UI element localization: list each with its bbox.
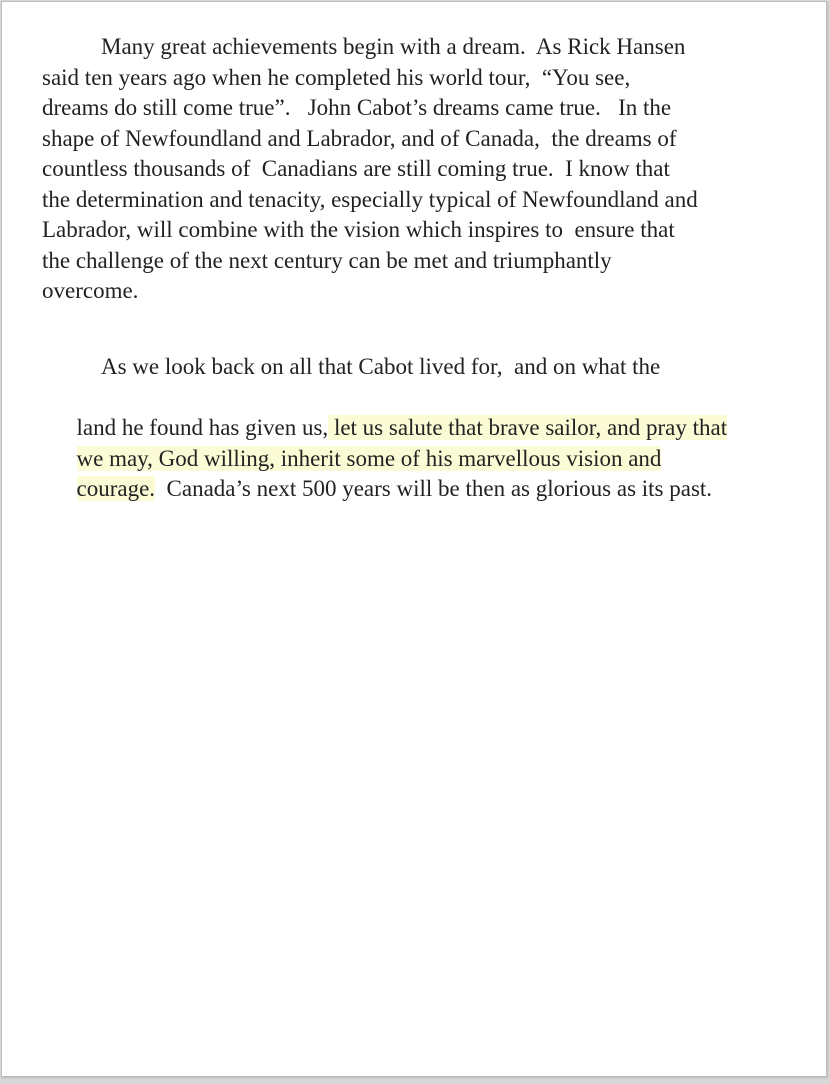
paragraph-1 xyxy=(42,32,802,307)
text-line: Many great achievements begin with a dream. As Rick Hansen xyxy=(101,34,686,59)
highlighted-text: we may, God willing, inherit some of his marvellous vision and xyxy=(76,445,662,471)
highlighted-text: courage. xyxy=(76,476,156,501)
text-line: Labrador, will combine with the vision which inspires to ensure that xyxy=(42,217,675,242)
highlighted-text: let us salute that brave sailor, and pray that xyxy=(328,415,728,440)
text-line: overcome. xyxy=(42,278,139,303)
text-line: As we look back on all that Cabot lived for, and on what the xyxy=(101,354,661,379)
text-line xyxy=(42,383,802,440)
text-line: the challenge of the next century can be met and triumphantly xyxy=(42,247,612,273)
text-segment: Canada’s next 500 years will be then as glorious as its past. xyxy=(155,476,713,501)
document-page xyxy=(1,1,827,1077)
text-line: dreams do still come true”. John Cabot’s dreams came true. In the xyxy=(42,95,672,120)
text-line: said ten years ago when he completed his world tour, “You see, xyxy=(42,64,631,90)
text-line: countless thousands of Canadians are still coming true. I know that xyxy=(42,156,670,181)
text-line: shape of Newfoundland and Labrador, and of Canada, the dreams of xyxy=(42,125,677,151)
text-line: the determination and tenacity, especially typical of Newfoundland and xyxy=(42,186,698,212)
text-segment: land he found has given us, xyxy=(76,415,329,440)
paragraph-2 xyxy=(42,352,802,501)
